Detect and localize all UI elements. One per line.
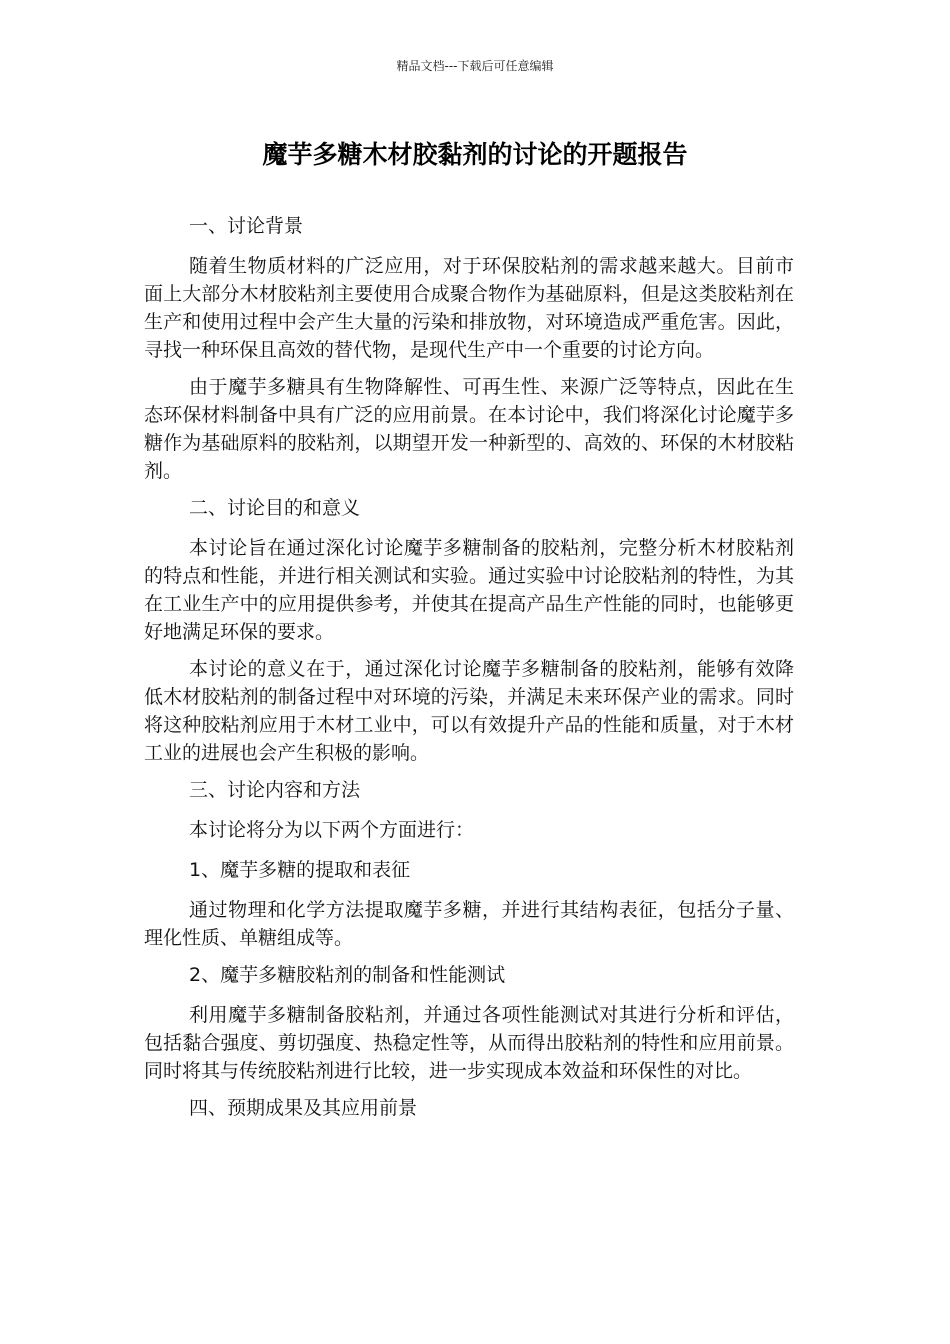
paragraph-purpose-2: 本讨论的意义在于，通过深化讨论魔芋多糖制备的胶粘剂，能够有效降低木材胶粘剂的制备过程中对环境的污染，并满足未来环保产业的需求。同时将这种胶粘剂应用于木材工业中，可以有效提升产品的性能和质量，对于木材工业的进展也会产生积极的影响。 [144, 658, 794, 764]
paragraph-purpose-1: 本讨论旨在通过深化讨论魔芋多糖制备的胶粘剂，完整分析木材胶粘剂的特点和性能，并进行相关测试和实验。通过实验中讨论胶粘剂的特性，为其在工业生产中的应用提供参考，并使其在提高产品生产性能的同时，也能够更好地满足环保的要求。 [144, 537, 794, 643]
document-title: 魔芋多糖木材胶黏剂的讨论的开题报告 [262, 140, 688, 169]
paragraph-background-2: 由于魔芋多糖具有生物降解性、可再生性、来源广泛等特点，因此在生态环保材料制备中具有广泛的应用前景。在本讨论中，我们将深化讨论魔芋多糖作为基础原料的胶粘剂，以期望开发一种新型的、高效的、环保的木材胶粘剂。 [144, 376, 794, 482]
subheading-extraction: 1、魔芋多糖的提取和表征 [189, 859, 411, 881]
subheading-preparation-testing: 2、魔芋多糖胶粘剂的制备和性能测试 [189, 964, 506, 986]
paragraph-background-1: 随着生物质材料的广泛应用，对于环保胶粘剂的需求越来越大。目前市面上大部分木材胶粘剂主要使用合成聚合物作为基础原料，但是这类胶粘剂在生产和使用过程中会产生大量的污染和排放物，对环境造成严重危害。因此，寻找一种环保且高效的替代物，是现代生产中一个重要的讨论方向。 [144, 255, 794, 361]
page-header-note: 精品文档---下载后可任意编辑 [396, 59, 554, 73]
paragraph-extraction: 通过物理和化学方法提取魔芋多糖，并进行其结构表征，包括分子量、理化性质、单糖组成等。 [144, 899, 794, 949]
document-body [144, 212, 794, 1134]
section-heading-purpose: 二、讨论目的和意义 [189, 497, 361, 519]
section-heading-content-method: 三、讨论内容和方法 [189, 779, 361, 801]
section-heading-background: 一、讨论背景 [189, 215, 304, 237]
paragraph-method-intro: 本讨论将分为以下两个方面进行： [189, 819, 475, 841]
paragraph-preparation-testing: 利用魔芋多糖制备胶粘剂，并通过各项性能测试对其进行分析和评估，包括黏合强度、剪切强度、热稳定性等，从而得出胶粘剂的特性和应用前景。同时将其与传统胶粘剂进行比较，进一步实现成本效益和环保性的对比。 [144, 1004, 794, 1082]
section-heading-expected-results: 四、预期成果及其应用前景 [189, 1097, 418, 1119]
